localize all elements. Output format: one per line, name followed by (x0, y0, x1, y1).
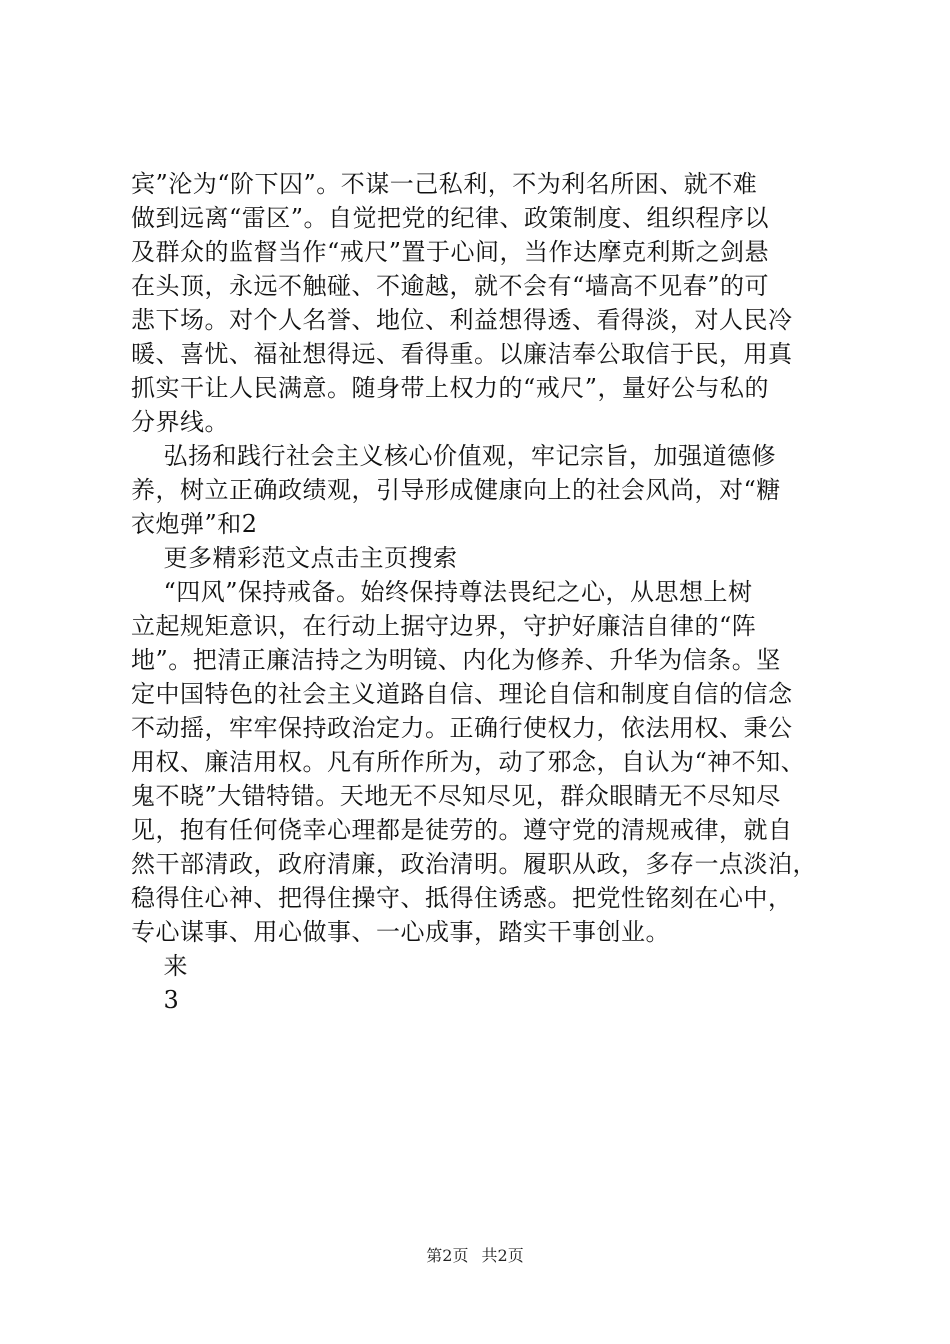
text-line: 弘扬和践行社会主义核心价值观，牢记宗旨，加强道德修 (131, 442, 777, 470)
text-line: 抓实干让人民满意。随身带上权力的“戒尺”，量好公与私的 (131, 374, 770, 402)
text-line: 悲下场。对个人名誉、地位、利益想得透、看得淡，对人民冷 (131, 306, 793, 334)
text-line: 见，抱有任何侥幸心理都是徒劳的。遵守党的清规戒律，就自 (131, 816, 793, 844)
text-line: 用权、廉洁用权。凡有所作所为，动了邪念，自认为“神不知、 (131, 748, 806, 776)
text-line: 做到远离“雷区”。自觉把党的纪律、政策制度、组织程序以 (131, 204, 770, 232)
text-line: 鬼不晓”大错特错。天地无不尽知尽见，群众眼睛无不尽知尽 (131, 782, 781, 810)
text-line: 定中国特色的社会主义道路自信、理论自信和制度自信的信念 (131, 680, 793, 708)
text-line: 在头顶，永远不触碰、不逾越，就不会有“墙高不见春”的可 (131, 272, 770, 300)
text-line: 宾”沦为“阶下囚”。不谋一己私利，不为利名所困、就不难 (131, 170, 758, 198)
text-line: 来 (131, 952, 189, 980)
text-line: 地”。把清正廉洁持之为明镜、内化为修养、升华为信条。坚 (131, 646, 781, 674)
page-number: 第2页 (426, 1246, 469, 1265)
text-line: 专心谋事、用心做事、一心成事，踏实干事创业。 (131, 918, 670, 946)
text-line: 衣炮弹”和2 (131, 510, 258, 538)
text-line: 分界线。 (131, 408, 229, 436)
page-footer (0, 1246, 950, 1266)
text-line: 稳得住心神、把得住操守、抵得住诱惑。把党性铭刻在心中， (131, 884, 793, 912)
text-line: 养，树立正确政绩观，引导形成健康向上的社会风尚，对“糖 (131, 476, 781, 504)
text-line: 暖、喜忧、福祉想得远、看得重。以廉洁奉公取信于民，用真 (131, 340, 793, 368)
text-line: 不动摇，牢牢保持政治定力。正确行使权力，依法用权、秉公 (131, 714, 793, 742)
text-line: 然干部清政，政府清廉，政治清明。履职从政，多存一点淡泊， (131, 850, 817, 878)
text-line: 更多精彩范文点击主页搜索 (131, 544, 458, 572)
text-line: “四风”保持戒备。始终保持尊法畏纪之心，从思想上树 (131, 578, 753, 606)
text-line: 3 (131, 986, 180, 1014)
total-pages: 共2页 (481, 1246, 524, 1265)
text-line: 立起规矩意识，在行动上据守边界，守护好廉洁自律的“阵 (131, 612, 757, 640)
text-line: 及群众的监督当作“戒尺”置于心间，当作达摩克利斯之剑悬 (131, 238, 770, 266)
